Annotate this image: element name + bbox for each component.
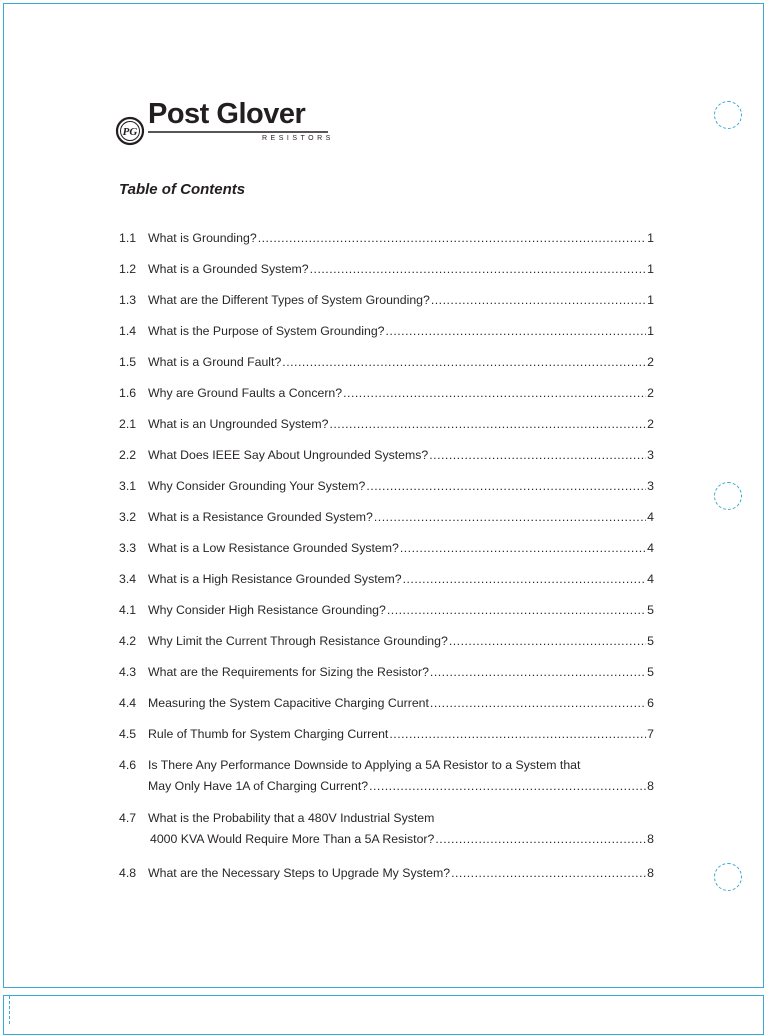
dot-leader [369, 776, 646, 797]
toc-section-number: 4.7 [119, 811, 137, 825]
dot-leader [389, 724, 646, 745]
logo-underline [148, 130, 328, 134]
toc-entry-title: Why are Ground Faults a Concern? [148, 386, 343, 400]
toc-entry[interactable] [119, 352, 654, 373]
toc-page-number: 8 [647, 779, 654, 793]
toc-entry-title: Why Limit the Current Through Resistance Grounding? [148, 634, 448, 648]
toc-page-number: 5 [647, 634, 654, 648]
dot-leader [282, 352, 646, 373]
toc-section-number: 2.2 [119, 448, 137, 462]
toc-section-number: 1.6 [119, 386, 137, 400]
logo-wordmark: Post Glover [148, 98, 306, 130]
toc-entry-title: What is a Low Resistance Grounded System? [148, 541, 399, 555]
binder-hole-middle [714, 482, 742, 510]
dot-leader [435, 829, 646, 850]
toc-section-number: 4.1 [119, 603, 137, 617]
toc-page-number: 1 [647, 324, 654, 338]
toc-page-number: 8 [647, 832, 654, 846]
toc-entry-title: Why Consider High Resistance Grounding? [148, 603, 386, 617]
binder-hole-top [714, 101, 742, 129]
toc-entry[interactable] [119, 724, 654, 745]
toc-page-number: 4 [647, 510, 654, 524]
toc-section-number: 4.4 [119, 696, 137, 710]
dot-leader [374, 507, 646, 528]
toc-entry-title: What is a Grounded System? [148, 262, 309, 276]
toc-entry[interactable] [119, 445, 654, 466]
fold-mark [9, 996, 10, 1024]
toc-entry[interactable] [119, 631, 654, 652]
toc-entry[interactable] [119, 383, 654, 404]
toc-entry[interactable] [119, 290, 654, 311]
dot-leader [451, 863, 646, 884]
toc-entry[interactable] [119, 321, 654, 342]
toc-entry-title: What is the Probability that a 480V Industrial System [148, 811, 435, 825]
toc-entry-title: What is a High Resistance Grounded System? [148, 572, 402, 586]
dot-leader [430, 693, 646, 714]
toc-entry[interactable] [119, 755, 654, 797]
toc-section-number: 3.1 [119, 479, 137, 493]
dot-leader [329, 414, 646, 435]
toc-page-number: 4 [647, 541, 654, 555]
toc-entry[interactable] [119, 569, 654, 590]
dot-leader [386, 321, 647, 342]
toc-entry-title: What Does IEEE Say About Ungrounded Systems? [148, 448, 429, 462]
dot-leader [400, 538, 646, 559]
toc-entry-title: Is There Any Performance Downside to Applying a 5A Resistor to a System that [148, 758, 581, 772]
dot-leader [430, 662, 646, 683]
toc-entry[interactable] [119, 259, 654, 280]
toc-section-number: 1.1 [119, 231, 137, 245]
toc-entry[interactable] [119, 538, 654, 559]
toc-entry[interactable] [119, 863, 654, 884]
toc-page-number: 1 [647, 231, 654, 245]
toc-section-number: 4.5 [119, 727, 137, 741]
toc-page-number: 4 [647, 572, 654, 586]
toc-entry-title: What is an Ungrounded System? [148, 417, 329, 431]
toc-entry[interactable] [119, 414, 654, 435]
toc-entry[interactable] [119, 662, 654, 683]
dot-leader [449, 631, 646, 652]
toc-section-number: 4.3 [119, 665, 137, 679]
toc-section-number: 1.5 [119, 355, 137, 369]
dot-leader [366, 476, 646, 497]
toc-entry[interactable] [119, 808, 654, 850]
toc-page-number: 1 [647, 262, 654, 276]
dot-leader [403, 569, 647, 590]
dot-leader [429, 445, 646, 466]
next-page-border [3, 995, 764, 1035]
toc-page-number: 7 [647, 727, 654, 741]
toc-section-number: 2.1 [119, 417, 137, 431]
toc-section-number: 4.2 [119, 634, 137, 648]
svg-text:PG: PG [122, 126, 138, 138]
toc-section-number: 1.2 [119, 262, 137, 276]
pg-monogram-icon [115, 116, 145, 146]
toc-entry-title: Measuring the System Capacitive Charging Current [148, 696, 429, 710]
toc-page-number: 8 [647, 866, 654, 880]
dot-leader [310, 259, 647, 280]
dot-leader [343, 383, 646, 404]
toc-section-number: 4.8 [119, 866, 137, 880]
toc-section-number: 3.2 [119, 510, 137, 524]
toc-entry-title: What is a Ground Fault? [148, 355, 282, 369]
binder-hole-bottom [714, 863, 742, 891]
toc-entry-title: What is the Purpose of System Grounding? [148, 324, 385, 338]
logo-subtitle: RESISTORS [262, 135, 334, 142]
toc-entry[interactable] [119, 600, 654, 621]
toc-page-number: 5 [647, 665, 654, 679]
toc-entry-title: What are the Necessary Steps to Upgrade My System? [148, 866, 451, 880]
toc-entry-title: What are the Requirements for Sizing the Resistor? [148, 665, 429, 679]
toc-page-number: 3 [647, 479, 654, 493]
toc-entry-title: Why Consider Grounding Your System? [148, 479, 366, 493]
toc-entry[interactable] [119, 507, 654, 528]
toc-entry-title: 4000 KVA Would Require More Than a 5A Resistor? [150, 832, 435, 846]
dot-leader [431, 290, 646, 311]
toc-entry-title: Rule of Thumb for System Charging Current [148, 727, 389, 741]
toc-section-number: 1.3 [119, 293, 137, 307]
toc-page-number: 2 [647, 417, 654, 431]
toc-page-number: 5 [647, 603, 654, 617]
toc-entry-title: What is Grounding? [148, 231, 257, 245]
toc-section-number: 1.4 [119, 324, 137, 338]
toc-entry-title: May Only Have 1A of Charging Current? [148, 779, 369, 793]
toc-page-number: 3 [647, 448, 654, 462]
toc-page-number: 2 [647, 386, 654, 400]
toc-page-number: 2 [647, 355, 654, 369]
dot-leader [387, 600, 646, 621]
toc-page-number: 1 [647, 293, 654, 307]
dot-leader [258, 228, 646, 249]
toc-entry-title: What is a Resistance Grounded System? [148, 510, 373, 524]
toc-section-number: 3.4 [119, 572, 137, 586]
toc-entry-title: What are the Different Types of System Grounding? [148, 293, 430, 307]
toc-entry[interactable] [119, 228, 654, 249]
toc-section-number: 4.6 [119, 758, 137, 772]
toc-entry[interactable] [119, 476, 654, 497]
toc-title: Table of Contents [119, 181, 246, 198]
toc-section-number: 3.3 [119, 541, 137, 555]
toc-page-number: 6 [647, 696, 654, 710]
toc-entry[interactable] [119, 693, 654, 714]
